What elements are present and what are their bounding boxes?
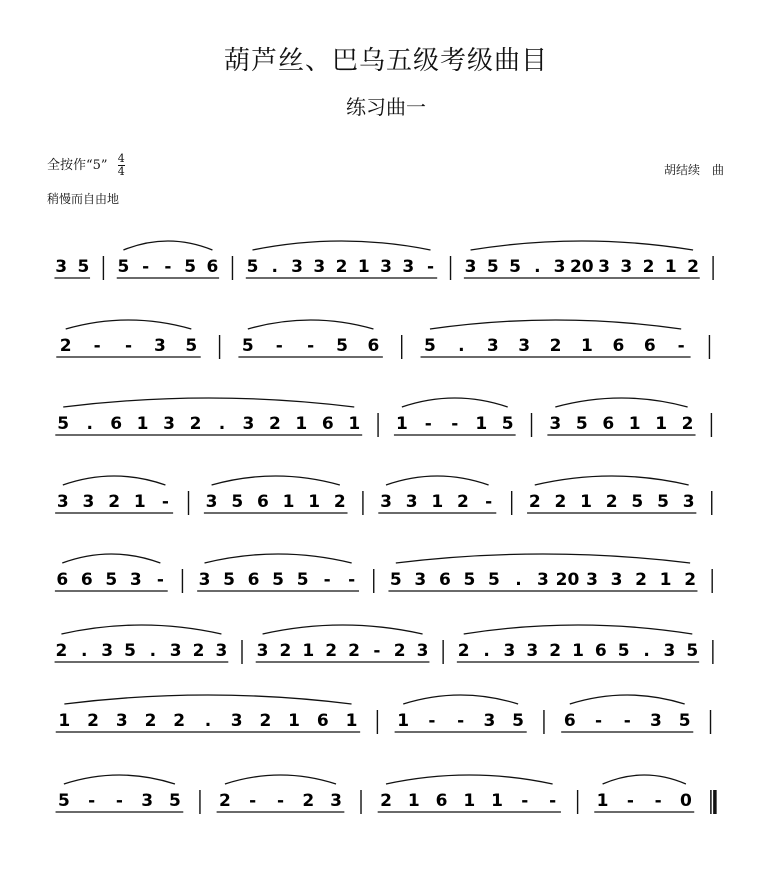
note: - <box>426 257 435 277</box>
note: 6 <box>594 641 607 661</box>
note: 6 <box>643 336 656 356</box>
note: - <box>373 641 381 661</box>
note: 6 <box>612 336 625 356</box>
note: 3 <box>129 570 142 590</box>
slur <box>64 775 175 784</box>
note: - <box>677 336 685 356</box>
note: - <box>348 570 356 590</box>
note: 3 <box>483 711 496 731</box>
slur <box>535 476 689 485</box>
note: 6 <box>435 791 448 811</box>
note: 2 <box>87 711 99 731</box>
note: 2 <box>302 791 315 811</box>
note: 3 <box>416 641 429 661</box>
note: - <box>307 336 315 356</box>
note: 5 <box>389 570 402 590</box>
note: . <box>149 641 157 661</box>
note: 3 <box>55 257 68 277</box>
note: 6 <box>438 570 451 590</box>
composer-credit: 胡结续 曲 <box>663 163 724 177</box>
note: 1 <box>397 711 410 731</box>
note: 3 <box>549 414 562 434</box>
note: . <box>81 641 88 661</box>
slur <box>66 320 192 329</box>
note: 6 <box>56 570 69 590</box>
note: 2 <box>348 641 360 661</box>
note: 3 <box>503 641 516 661</box>
note: 5 <box>617 641 630 661</box>
note: 3 <box>620 257 633 277</box>
slur <box>430 320 681 329</box>
note: 5 <box>272 570 285 590</box>
note: 3 <box>414 570 427 590</box>
note: 5 <box>657 492 669 512</box>
note: - <box>594 711 603 731</box>
slur <box>205 554 352 563</box>
note: 6 <box>321 414 334 434</box>
note: 3 <box>242 414 255 434</box>
note: 3 <box>230 711 243 731</box>
note: 6 <box>110 414 123 434</box>
note: 3 <box>526 641 539 661</box>
note: 1 <box>664 257 677 277</box>
note: 2 <box>605 492 618 512</box>
note: 1 <box>308 492 321 512</box>
note: 3 <box>330 791 342 811</box>
slur <box>248 320 374 329</box>
note: 1 <box>407 791 420 811</box>
slur <box>570 695 685 704</box>
note: 2 <box>192 641 205 661</box>
note: 3 <box>115 711 128 731</box>
note: . <box>458 336 465 356</box>
note: 2 <box>528 492 541 512</box>
note: 2 <box>108 492 121 512</box>
note: - <box>156 570 164 590</box>
note: . <box>204 711 212 731</box>
note: 6 <box>316 711 329 731</box>
note: 2 <box>549 336 562 356</box>
note: 20 <box>555 570 580 590</box>
key-signature-label: 全按作“5” <box>47 158 108 173</box>
slur <box>63 398 354 407</box>
note: 5 <box>509 257 521 277</box>
note: 5 <box>487 570 500 590</box>
time-signature-bottom: 4 <box>117 165 125 178</box>
note: - <box>276 791 285 811</box>
note: 1 <box>628 414 641 434</box>
note: - <box>428 711 436 731</box>
note: 5 <box>124 641 136 661</box>
note: - <box>451 414 459 434</box>
note: 1 <box>463 791 476 811</box>
note: 3 <box>405 492 418 512</box>
note: 3 <box>256 641 269 661</box>
note: 5 <box>501 414 514 434</box>
note: 2 <box>279 641 292 661</box>
note: 1 <box>282 492 295 512</box>
note: 2 <box>635 570 647 590</box>
note: 2 <box>457 641 470 661</box>
note: . <box>218 414 226 434</box>
note: - <box>249 791 257 811</box>
slur <box>64 695 351 704</box>
note: 6 <box>602 414 615 434</box>
slur <box>123 241 212 250</box>
slur <box>212 476 340 485</box>
note: 2 <box>59 336 72 356</box>
note: 6 <box>206 257 219 277</box>
note: 0 <box>679 791 692 811</box>
note: - <box>626 791 634 811</box>
note: 3 <box>464 257 477 277</box>
note: 3 <box>598 257 610 277</box>
slur <box>403 695 518 704</box>
note: 2 <box>687 257 699 277</box>
note: 3 <box>169 641 182 661</box>
note: . <box>643 641 650 661</box>
note: 1 <box>302 641 315 661</box>
note: 1 <box>572 641 584 661</box>
slur <box>62 554 160 563</box>
note: 3 <box>101 641 114 661</box>
note: 2 <box>380 791 392 811</box>
note: 5 <box>57 791 70 811</box>
note: 1 <box>133 492 146 512</box>
slur <box>464 625 693 634</box>
note: 3 <box>682 492 695 512</box>
note: 3 <box>537 570 549 590</box>
note: . <box>534 257 541 277</box>
note: . <box>483 641 490 661</box>
note: . <box>515 570 522 590</box>
slur <box>386 476 489 485</box>
note: 3 <box>56 492 69 512</box>
note: 1 <box>348 414 361 434</box>
note: - <box>521 791 529 811</box>
page-title: 葫芦丝、巴乌五级考级曲目 <box>223 46 548 76</box>
page-subtitle: 练习曲一 <box>346 95 426 119</box>
note: 5 <box>77 257 90 277</box>
note: 1 <box>288 711 301 731</box>
note: 1 <box>58 711 71 731</box>
slur <box>263 625 423 634</box>
note: 5 <box>575 414 588 434</box>
note: 3 <box>205 492 218 512</box>
note: 5 <box>184 257 197 277</box>
note: 1 <box>357 257 370 277</box>
slur <box>61 625 221 634</box>
note: 3 <box>586 570 598 590</box>
slur <box>555 398 687 407</box>
note: 5 <box>631 492 644 512</box>
note: 5 <box>223 570 235 590</box>
note: - <box>115 791 123 811</box>
note: 3 <box>141 791 154 811</box>
note: 2 <box>335 257 348 277</box>
slur <box>63 476 166 485</box>
note: 1 <box>596 791 609 811</box>
note: 1 <box>295 414 308 434</box>
note: 1 <box>581 336 593 356</box>
note: - <box>275 336 283 356</box>
slur <box>471 241 694 250</box>
note: 5 <box>117 257 130 277</box>
note: 2 <box>549 641 562 661</box>
note: - <box>485 492 493 512</box>
note: . <box>86 414 93 434</box>
note: 3 <box>380 492 392 512</box>
note: 2 <box>333 492 346 512</box>
note: 1 <box>580 492 592 512</box>
note: 2 <box>144 711 157 731</box>
note: 3 <box>553 257 566 277</box>
note: 5 <box>336 336 348 356</box>
note: 5 <box>169 791 181 811</box>
note: 5 <box>105 570 118 590</box>
note: 2 <box>681 414 694 434</box>
note: 2 <box>393 641 406 661</box>
note: 3 <box>650 711 662 731</box>
note: . <box>271 257 278 277</box>
note: - <box>124 336 133 356</box>
note: 3 <box>291 257 303 277</box>
note: 3 <box>153 336 166 356</box>
note: - <box>142 257 150 277</box>
note: - <box>323 570 331 590</box>
note: 3 <box>82 492 95 512</box>
note: - <box>164 257 172 277</box>
note: 3 <box>663 641 676 661</box>
note: 5 <box>241 336 254 356</box>
note: 5 <box>424 336 436 356</box>
note: 5 <box>185 336 198 356</box>
note: - <box>424 414 432 434</box>
note: 5 <box>463 570 476 590</box>
note: 1 <box>491 791 503 811</box>
note: 6 <box>367 336 380 356</box>
note: 1 <box>475 414 488 434</box>
note: 2 <box>259 711 272 731</box>
note: - <box>161 492 169 512</box>
note: 1 <box>431 492 444 512</box>
time-signature-top: 4 <box>117 152 125 165</box>
note: - <box>93 336 101 356</box>
note: 2 <box>189 414 202 434</box>
note: 5 <box>678 711 691 731</box>
note: 3 <box>198 570 211 590</box>
note: 1 <box>655 414 668 434</box>
note: 5 <box>686 641 699 661</box>
note: 20 <box>569 257 594 277</box>
note: 5 <box>486 257 499 277</box>
note: 5 <box>231 492 244 512</box>
note: 6 <box>256 492 269 512</box>
note: 3 <box>486 336 499 356</box>
note: 1 <box>345 711 358 731</box>
note: 1 <box>395 414 408 434</box>
note: 3 <box>163 414 175 434</box>
slur <box>225 775 336 784</box>
note: - <box>654 791 662 811</box>
note: 2 <box>457 492 469 512</box>
note: - <box>623 711 631 731</box>
note: 3 <box>215 641 228 661</box>
note: 6 <box>247 570 260 590</box>
note: 2 <box>684 570 697 590</box>
note: 1 <box>659 570 672 590</box>
note: 2 <box>173 711 186 731</box>
note: 3 <box>518 336 531 356</box>
note: 2 <box>325 641 338 661</box>
note: - <box>457 711 465 731</box>
note: 3 <box>610 570 623 590</box>
note: 5 <box>296 570 309 590</box>
slur <box>402 398 508 407</box>
note: 2 <box>219 791 231 811</box>
note: 2 <box>642 257 655 277</box>
note: - <box>549 791 557 811</box>
note: 5 <box>512 711 525 731</box>
note: 3 <box>313 257 326 277</box>
note: - <box>88 791 96 811</box>
note: 5 <box>57 414 70 434</box>
note: 1 <box>136 414 149 434</box>
slur <box>252 241 430 250</box>
note: 2 <box>554 492 567 512</box>
slur <box>603 775 686 784</box>
note: 6 <box>80 570 93 590</box>
note: 5 <box>246 257 259 277</box>
note: 2 <box>268 414 281 434</box>
slur <box>396 554 690 563</box>
note: 2 <box>55 641 68 661</box>
slur <box>386 775 553 784</box>
note: 3 <box>380 257 392 277</box>
note: 3 <box>402 257 415 277</box>
tempo-marking: 稍慢而自由地 <box>47 192 120 206</box>
note: 6 <box>563 711 576 731</box>
